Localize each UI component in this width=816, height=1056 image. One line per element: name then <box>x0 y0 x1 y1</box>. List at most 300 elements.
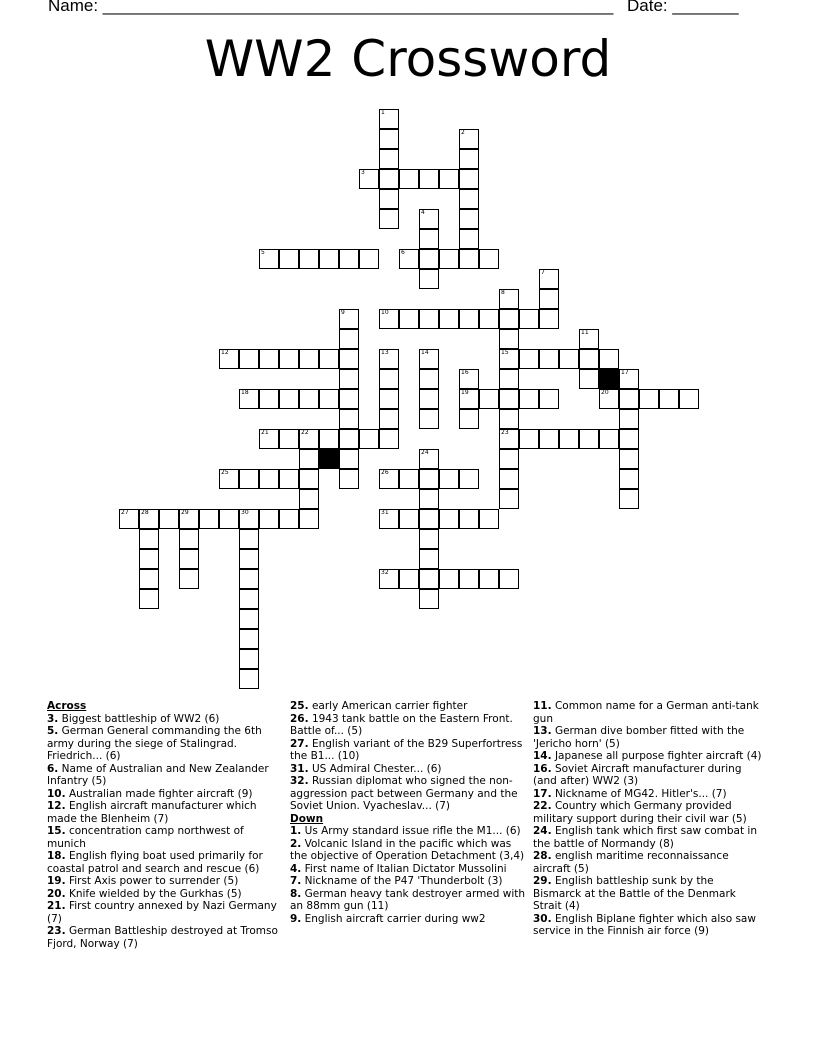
clue-item <box>290 713 526 738</box>
clue-item <box>290 838 526 863</box>
grid-cell[interactable] <box>379 129 399 149</box>
clue-item <box>47 800 279 825</box>
grid-cell[interactable] <box>459 309 479 329</box>
grid-cell[interactable] <box>459 409 479 429</box>
clues-column-1 <box>47 700 279 950</box>
grid-cell[interactable] <box>299 449 319 469</box>
clue-text: English aircraft carrier during ww2 <box>301 912 486 925</box>
clue-item <box>290 863 526 876</box>
grid-cell[interactable] <box>499 289 519 309</box>
grid-cell[interactable] <box>259 429 279 449</box>
grid-cell[interactable] <box>419 229 439 249</box>
grid-cell[interactable] <box>479 569 499 589</box>
clue-number: 24 <box>421 449 429 456</box>
clue-text: english maritime reconnaissance aircraft (5) <box>533 850 729 875</box>
grid-cell[interactable] <box>459 229 479 249</box>
grid-cell[interactable] <box>139 569 159 589</box>
grid-cell[interactable] <box>419 529 439 549</box>
grid-cell[interactable] <box>219 349 239 369</box>
grid-cell[interactable] <box>419 409 439 429</box>
grid-cell[interactable] <box>239 389 259 409</box>
clue-text: Us Army standard issue rifle the M1... (6) <box>301 825 521 837</box>
grid-cell[interactable] <box>299 349 319 369</box>
grid-cell[interactable] <box>419 369 439 389</box>
grid-cell[interactable] <box>419 269 439 289</box>
grid-cell[interactable] <box>419 509 439 529</box>
clue-item <box>47 900 279 925</box>
clue-item <box>533 825 765 850</box>
grid-cell[interactable] <box>399 169 419 189</box>
clue-num: 28. <box>533 850 552 862</box>
clue-text: English battleship sunk by the Bismarck at the Battle of the Denmark Strait (4) <box>533 875 736 912</box>
grid-cell[interactable] <box>119 509 139 529</box>
clue-num: 24. <box>533 825 552 837</box>
grid-cell[interactable] <box>579 429 599 449</box>
clue-text: First Axis power to surrender (5) <box>65 875 239 887</box>
grid-cell[interactable] <box>359 169 379 189</box>
clue-num: 14. <box>533 750 552 762</box>
grid-cell[interactable] <box>379 209 399 229</box>
clue-number: 23 <box>501 429 509 436</box>
grid-cell[interactable] <box>499 329 519 349</box>
grid-cell[interactable] <box>399 309 419 329</box>
clue-text: First country annexed by Nazi Germany (7) <box>47 900 277 925</box>
clue-number: 20 <box>601 389 609 396</box>
clue-text: Biggest battleship of WW2 (6) <box>58 712 220 725</box>
clue-num: 2. <box>290 837 302 850</box>
grid-cell[interactable] <box>459 389 479 409</box>
grid-cell[interactable] <box>259 349 279 369</box>
clue-text: German General commanding the 6th army during the siege of Stalingrad. Friedrich... (6) <box>47 725 262 762</box>
clue-text: English tank which first saw combat in the battle of Normandy (8) <box>533 825 757 850</box>
grid-cell[interactable] <box>139 589 159 609</box>
grid-cell[interactable] <box>539 429 559 449</box>
clue-num: 9. <box>290 912 302 925</box>
grid-cell[interactable] <box>679 389 699 409</box>
clue-item <box>533 763 765 788</box>
grid-cell[interactable] <box>619 409 639 429</box>
clue-text: English Biplane fighter which also saw service in the Finnish air force (9) <box>533 912 756 937</box>
grid-cell[interactable] <box>319 429 339 449</box>
grid-cell[interactable] <box>339 409 359 429</box>
grid-cell[interactable] <box>539 389 559 409</box>
clue-number: 30 <box>241 509 249 516</box>
grid-cell[interactable] <box>159 509 179 529</box>
grid-cell[interactable] <box>619 469 639 489</box>
grid-cell[interactable] <box>239 629 259 649</box>
grid-cell[interactable] <box>459 169 479 189</box>
clue-item <box>47 788 279 801</box>
grid-cell[interactable] <box>359 249 379 269</box>
clue-text: Name of Australian and New Zealander Infantry (5) <box>47 762 269 787</box>
date-field[interactable]: Date: _______ <box>627 0 739 15</box>
grid-cell[interactable] <box>459 189 479 209</box>
grid-cell[interactable] <box>499 429 519 449</box>
clue-item <box>290 875 526 888</box>
clue-num: 16. <box>533 762 552 775</box>
clue-text: First name of Italian Dictator Mussolini <box>301 862 507 875</box>
grid-cell[interactable] <box>359 429 379 449</box>
clue-item <box>533 850 765 875</box>
black-square <box>599 369 619 389</box>
clue-number: 17 <box>621 369 629 376</box>
grid-cell[interactable] <box>279 469 299 489</box>
grid-cell[interactable] <box>219 509 239 529</box>
grid-cell[interactable] <box>379 109 399 129</box>
grid-cell[interactable] <box>599 349 619 369</box>
grid-cell[interactable] <box>619 389 639 409</box>
grid-cell[interactable] <box>379 189 399 209</box>
grid-cell[interactable] <box>239 549 259 569</box>
grid-cell[interactable] <box>539 289 559 309</box>
grid-cell[interactable] <box>239 349 259 369</box>
clue-num: 32. <box>290 775 309 787</box>
grid-cell[interactable] <box>619 429 639 449</box>
grid-cell[interactable] <box>379 309 399 329</box>
grid-cell[interactable] <box>279 249 299 269</box>
grid-cell[interactable] <box>419 389 439 409</box>
clue-text: Common name for a German anti-tank gun <box>533 700 759 725</box>
clue-num: 27. <box>290 737 309 750</box>
grid-cell[interactable] <box>239 589 259 609</box>
grid-cell[interactable] <box>479 389 499 409</box>
grid-cell[interactable] <box>419 349 439 369</box>
clue-text: English aircraft manufacturer which made the Blenheim (7) <box>47 800 257 825</box>
grid-cell[interactable] <box>579 329 599 349</box>
grid-cell[interactable] <box>419 209 439 229</box>
grid-cell[interactable] <box>299 469 319 489</box>
grid-cell[interactable] <box>539 349 559 369</box>
grid-cell[interactable] <box>179 529 199 549</box>
grid-cell[interactable] <box>379 509 399 529</box>
clue-item <box>533 913 765 938</box>
clue-item <box>47 763 279 788</box>
clue-item <box>533 750 765 763</box>
grid-cell[interactable] <box>239 609 259 629</box>
clue-number: 25 <box>221 469 229 476</box>
grid-cell[interactable] <box>379 169 399 189</box>
clue-num: 13. <box>533 725 552 737</box>
clue-number: 21 <box>261 429 269 436</box>
grid-cell[interactable] <box>419 489 439 509</box>
grid-cell[interactable] <box>439 309 459 329</box>
clue-text: Nickname of MG42. Hitler's... (7) <box>551 787 727 800</box>
clue-item <box>47 713 279 726</box>
grid-cell[interactable] <box>599 389 619 409</box>
grid-cell[interactable] <box>379 369 399 389</box>
grid-cell[interactable] <box>479 309 499 329</box>
clue-text: Knife wielded by the Gurkhas (5) <box>65 887 242 900</box>
grid-cell[interactable] <box>299 389 319 409</box>
grid-cell[interactable] <box>499 349 519 369</box>
grid-cell[interactable] <box>339 349 359 369</box>
clue-item <box>290 763 526 776</box>
clue-num: 25. <box>290 700 309 712</box>
grid-cell[interactable] <box>299 489 319 509</box>
clue-item <box>47 825 279 850</box>
grid-cell[interactable] <box>399 569 419 589</box>
clue-number: 2 <box>461 129 465 136</box>
grid-cell[interactable] <box>499 449 519 469</box>
grid-cell[interactable] <box>639 389 659 409</box>
grid-cell[interactable] <box>519 429 539 449</box>
clue-num: 22. <box>533 800 552 812</box>
clue-num: 6. <box>47 762 59 775</box>
grid-cell[interactable] <box>419 169 439 189</box>
clue-text: German heavy tank destroyer armed with an 88mm gun (11) <box>290 887 526 912</box>
grid-cell[interactable] <box>459 249 479 269</box>
grid-cell[interactable] <box>419 249 439 269</box>
grid-cell[interactable] <box>519 309 539 329</box>
clue-text: Soviet Aircraft manufacturer during (and after) WW2 (3) <box>533 762 742 787</box>
grid-cell[interactable] <box>459 509 479 529</box>
grid-cell[interactable] <box>499 409 519 429</box>
clue-item <box>290 888 526 913</box>
clue-num: 29. <box>533 875 552 887</box>
clue-number: 26 <box>381 469 389 476</box>
grid-cell[interactable] <box>319 389 339 409</box>
clue-item <box>533 700 765 725</box>
grid-cell[interactable] <box>459 369 479 389</box>
name-field[interactable]: Name: ______________________________________________________ <box>48 0 614 15</box>
grid-cell[interactable] <box>499 489 519 509</box>
grid-cell[interactable] <box>279 429 299 449</box>
clue-number: 14 <box>421 349 429 356</box>
grid-cell[interactable] <box>139 529 159 549</box>
grid-cell[interactable] <box>419 309 439 329</box>
grid-cell[interactable] <box>379 389 399 409</box>
grid-cell[interactable] <box>339 469 359 489</box>
clue-item <box>47 875 279 888</box>
clue-item <box>290 825 526 838</box>
grid-cell[interactable] <box>619 369 639 389</box>
grid-cell[interactable] <box>139 509 159 529</box>
clue-number: 27 <box>121 509 129 516</box>
clue-text: German dive bomber fitted with the 'Jericho horn' (5) <box>533 725 745 750</box>
grid-cell[interactable] <box>419 549 439 569</box>
clue-number: 4 <box>421 209 425 216</box>
clue-num: 31. <box>290 762 309 775</box>
grid-cell[interactable] <box>499 389 519 409</box>
clue-number: 3 <box>361 169 365 176</box>
clue-item <box>290 738 526 763</box>
clue-num: 30. <box>533 912 552 925</box>
grid-cell[interactable] <box>599 429 619 449</box>
grid-cell[interactable] <box>259 389 279 409</box>
grid-cell[interactable] <box>479 509 499 529</box>
clue-item <box>533 800 765 825</box>
grid-cell[interactable] <box>239 649 259 669</box>
clue-text: 1943 tank battle on the Eastern Front. Battle of... (5) <box>290 712 513 737</box>
clue-number: 13 <box>381 349 389 356</box>
clue-number: 10 <box>381 309 389 316</box>
clue-text: early American carrier fighter <box>308 700 468 712</box>
grid-cell[interactable] <box>339 309 359 329</box>
clue-num: 7. <box>290 875 302 887</box>
across-heading: Across <box>47 700 87 712</box>
grid-cell[interactable] <box>459 569 479 589</box>
clue-num: 18. <box>47 850 66 862</box>
clue-num: 11. <box>533 700 552 712</box>
clue-number: 16 <box>461 369 469 376</box>
grid-cell[interactable] <box>579 349 599 369</box>
clue-number: 9 <box>341 309 345 316</box>
clue-item <box>290 700 526 713</box>
clue-num: 15. <box>47 825 66 837</box>
grid-cell[interactable] <box>399 249 419 269</box>
clue-item <box>47 888 279 901</box>
grid-cell[interactable] <box>659 389 679 409</box>
clue-number: 18 <box>241 389 249 396</box>
grid-cell[interactable] <box>459 129 479 149</box>
grid-cell[interactable] <box>179 569 199 589</box>
clue-number: 29 <box>181 509 189 516</box>
grid-cell[interactable] <box>299 429 319 449</box>
grid-cell[interactable] <box>239 669 259 689</box>
grid-cell[interactable] <box>459 469 479 489</box>
grid-cell[interactable] <box>339 369 359 389</box>
clue-text: English flying boat used primarily for coastal patrol and search and rescue (6) <box>47 850 263 875</box>
clue-num: 20. <box>47 887 66 900</box>
clue-item <box>47 925 279 950</box>
grid-cell[interactable] <box>239 469 259 489</box>
grid-cell[interactable] <box>499 569 519 589</box>
clue-num: 17. <box>533 787 552 800</box>
grid-cell[interactable] <box>339 449 359 469</box>
clue-num: 26. <box>290 712 309 725</box>
grid-cell[interactable] <box>539 269 559 289</box>
grid-cell[interactable] <box>339 329 359 349</box>
clue-num: 19. <box>47 875 66 887</box>
grid-cell[interactable] <box>499 309 519 329</box>
clue-number: 32 <box>381 569 389 576</box>
clue-item <box>533 725 765 750</box>
grid-cell[interactable] <box>239 569 259 589</box>
clue-number: 8 <box>501 289 505 296</box>
grid-cell[interactable] <box>399 469 419 489</box>
clue-num: 12. <box>47 800 66 812</box>
clue-number: 19 <box>461 389 469 396</box>
grid-cell[interactable] <box>219 469 239 489</box>
grid-cell[interactable] <box>319 349 339 369</box>
grid-cell[interactable] <box>559 429 579 449</box>
grid-cell[interactable] <box>339 429 359 449</box>
grid-cell[interactable] <box>339 249 359 269</box>
grid-cell[interactable] <box>379 149 399 169</box>
clues-column-2 <box>290 700 526 925</box>
clue-num: 1. <box>290 825 302 837</box>
grid-cell[interactable] <box>179 509 199 529</box>
grid-cell[interactable] <box>419 569 439 589</box>
grid-cell[interactable] <box>179 549 199 569</box>
grid-cell[interactable] <box>379 469 399 489</box>
grid-cell[interactable] <box>259 469 279 489</box>
clue-item <box>533 875 765 913</box>
clue-text: Country which Germany provided military support during their civil war (5) <box>533 800 747 825</box>
grid-cell[interactable] <box>259 509 279 529</box>
grid-cell[interactable] <box>439 569 459 589</box>
clue-item <box>47 725 279 763</box>
grid-cell[interactable] <box>519 349 539 369</box>
clue-text: English variant of the B29 Superfortress the B1... (10) <box>290 737 523 762</box>
clue-num: 3. <box>47 712 59 725</box>
grid-cell[interactable] <box>539 309 559 329</box>
grid-cell[interactable] <box>199 509 219 529</box>
clue-text: concentration camp northwest of munich <box>47 825 244 850</box>
grid-cell[interactable] <box>499 469 519 489</box>
clue-text: Australian made fighter aircraft (9) <box>65 787 253 800</box>
grid-cell[interactable] <box>619 449 639 469</box>
grid-cell[interactable] <box>439 169 459 189</box>
grid-cell[interactable] <box>279 389 299 409</box>
grid-cell[interactable] <box>479 249 499 269</box>
clue-item <box>290 913 526 926</box>
grid-cell[interactable] <box>499 369 519 389</box>
black-square <box>319 449 339 469</box>
clue-number: 22 <box>301 429 309 436</box>
clue-number: 15 <box>501 349 509 356</box>
clue-number: 6 <box>401 249 405 256</box>
grid-cell[interactable] <box>579 369 599 389</box>
clue-number: 1 <box>381 109 385 116</box>
clue-item <box>47 850 279 875</box>
page-title: WW2 Crossword <box>204 30 612 88</box>
grid-cell[interactable] <box>459 149 479 169</box>
grid-cell[interactable] <box>439 509 459 529</box>
grid-cell[interactable] <box>239 529 259 549</box>
clue-text: US Admiral Chester... (6) <box>308 762 442 775</box>
grid-cell[interactable] <box>559 349 579 369</box>
clue-text: Russian diplomat who signed the non-aggression pact between Germany and the Soviet Union. Vyacheslav... (7) <box>290 775 518 812</box>
grid-cell[interactable] <box>259 249 279 269</box>
clue-text: Nickname of the P47 'Thunderbolt (3) <box>301 875 503 887</box>
grid-cell[interactable] <box>519 389 539 409</box>
grid-cell[interactable] <box>279 349 299 369</box>
clue-num: 5. <box>47 725 59 737</box>
grid-cell[interactable] <box>299 249 319 269</box>
clue-text: German Battleship destroyed at Tromso Fjord, Norway (7) <box>47 925 278 950</box>
grid-cell[interactable] <box>419 449 439 469</box>
clue-number: 7 <box>541 269 545 276</box>
down-heading: Down <box>290 812 324 825</box>
grid-cell[interactable] <box>279 509 299 529</box>
grid-cell[interactable] <box>419 469 439 489</box>
grid-cell[interactable] <box>299 509 319 529</box>
grid-cell[interactable] <box>459 209 479 229</box>
clue-number: 28 <box>141 509 149 516</box>
clue-num: 4. <box>290 862 302 875</box>
grid-cell[interactable] <box>379 429 399 449</box>
clue-text: Japanese all purpose fighter aircraft (4) <box>551 750 762 762</box>
grid-cell[interactable] <box>399 509 419 529</box>
clue-num: 23. <box>47 925 66 937</box>
clue-number: 31 <box>381 509 389 516</box>
clue-number: 12 <box>221 349 229 356</box>
grid-cell[interactable] <box>379 409 399 429</box>
clue-item <box>290 775 526 813</box>
grid-cell[interactable] <box>319 249 339 269</box>
clue-text: Volcanic Island in the pacific which was the objective of Operation Detachment (3,4) <box>290 837 525 862</box>
grid-cell[interactable] <box>619 489 639 509</box>
grid-cell[interactable] <box>439 249 459 269</box>
grid-cell[interactable] <box>139 549 159 569</box>
grid-cell[interactable] <box>339 389 359 409</box>
grid-cell[interactable] <box>419 589 439 609</box>
grid-cell[interactable] <box>239 509 259 529</box>
grid-cell[interactable] <box>379 569 399 589</box>
grid-cell[interactable] <box>439 469 459 489</box>
grid-cell[interactable] <box>379 349 399 369</box>
